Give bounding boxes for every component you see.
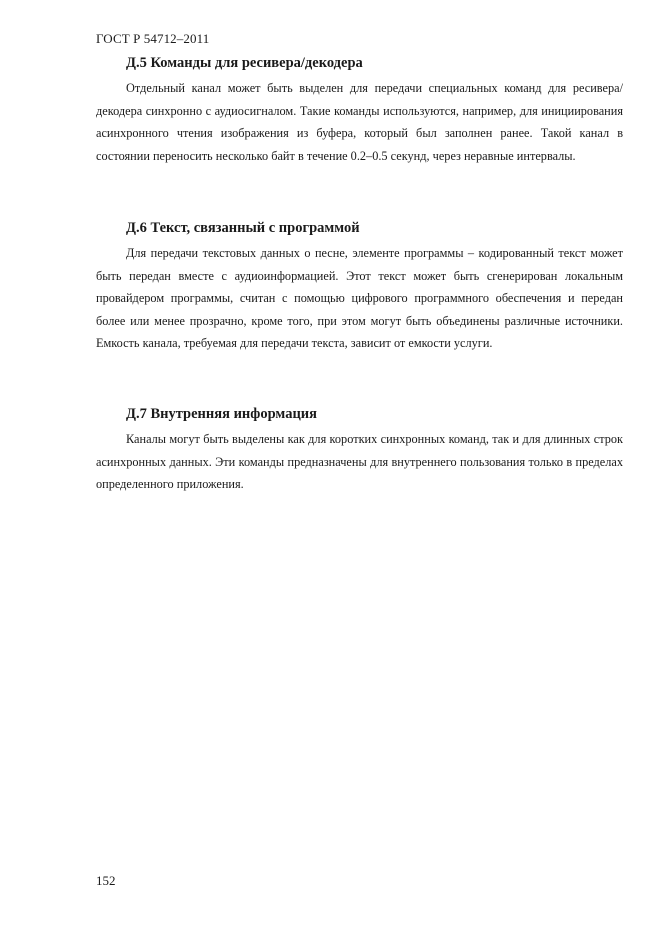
section-d7: [96, 405, 623, 496]
section-paragraph: Каналы могут быть выделены как для коротких синхронных команд, так и для длинных строк асинхронных данных. Эти команды предназначены для внутреннего пользования только в пределах определенного приложения.: [96, 432, 623, 492]
section-paragraph: Отдельный канал может быть выделен для передачи специальных команд для ресивера/декодера синхронно с аудиосигналом. Такие команды используются, например, для инициирования асинхронного чтения изображения из буфера, который был заполнен ранее. Такой канал в состоянии переносить несколько байт в течение 0.2–0.5 секунд, через неравные интервалы.: [96, 81, 623, 163]
page-number: 152: [96, 873, 116, 888]
section-title: Д.7 Внутренняя информация: [126, 406, 317, 422]
section-paragraph: Для передачи текстовых данных о песне, элементе программы – кодированный текст может быть передан вместе с аудиоинформацией. Этот текст может быть сгенерирован локальным провайдером программы, считан с помощью цифрового программного обеспечения и передан более или менее прозрачно, кроме того, при этом могут быть объединены различные источники. Емкость канала, требуемая для передачи текста, зависит от емкости услуги.: [96, 246, 623, 351]
section-title: Д.5 Команды для ресивера/декодера: [126, 55, 363, 71]
section-d6: [96, 219, 623, 355]
section-title: Д.6 Текст, связанный с программой: [126, 220, 360, 236]
section-d5: [96, 54, 623, 167]
document-header-standard-code: ГОСТ Р 54712–2011: [96, 31, 210, 46]
